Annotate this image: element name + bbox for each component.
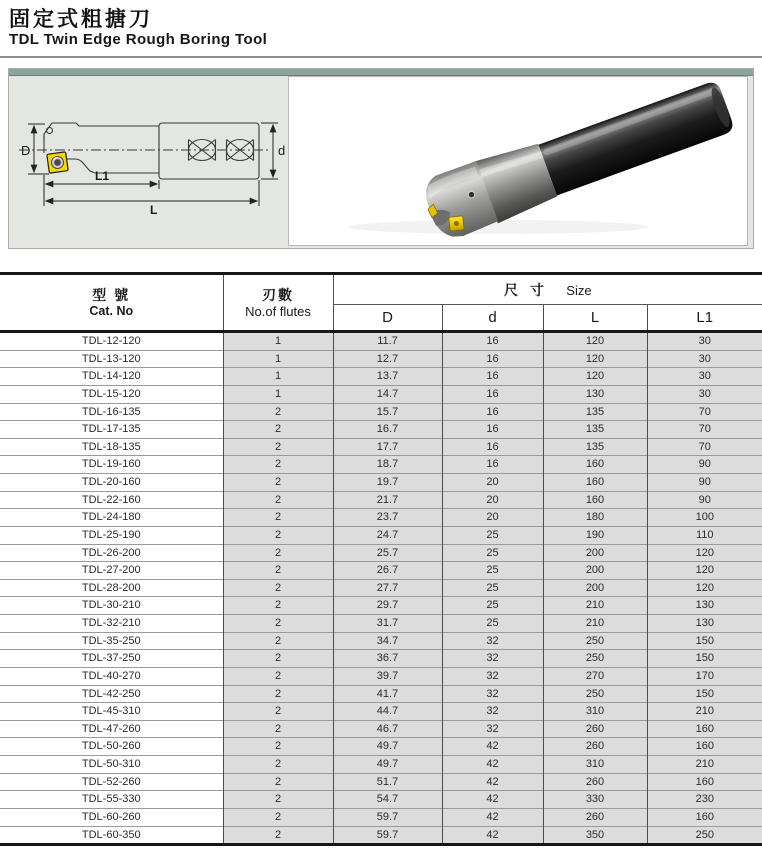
- spec-cell: 25: [442, 579, 543, 597]
- tool-dimension-diagram: [9, 76, 289, 248]
- header-cat-no: 型 號 Cat. No: [0, 274, 223, 332]
- spec-cell: 24.7: [333, 526, 442, 544]
- spec-cell: 2: [223, 491, 333, 509]
- spec-cell: 25: [442, 597, 543, 615]
- spec-cell: 200: [543, 562, 647, 580]
- page-subtitle: TDL Twin Edge Rough Boring Tool: [9, 31, 268, 48]
- table-row: [0, 456, 762, 474]
- spec-cell: 18.7: [333, 456, 442, 474]
- spec-cell: 30: [647, 385, 762, 403]
- table-row: [0, 421, 762, 439]
- spec-cell: 200: [543, 544, 647, 562]
- spec-cell: 25: [442, 615, 543, 633]
- spec-cell: 70: [647, 403, 762, 421]
- dim-label-D: D: [21, 143, 31, 158]
- spec-cell: 330: [543, 791, 647, 809]
- spec-cell: 2: [223, 632, 333, 650]
- spec-cell: 90: [647, 491, 762, 509]
- spec-cell: 1: [223, 332, 333, 351]
- spec-cell: 32: [442, 685, 543, 703]
- spec-cell: 16: [442, 368, 543, 386]
- spec-cell: 150: [647, 632, 762, 650]
- spec-cell: 210: [543, 615, 647, 633]
- table-row: [0, 350, 762, 368]
- spec-cell: 310: [543, 756, 647, 774]
- spec-cell: 54.7: [333, 791, 442, 809]
- spec-cell: 20: [442, 509, 543, 527]
- spec-cell: 2: [223, 597, 333, 615]
- table-row: [0, 474, 762, 492]
- table-row: [0, 491, 762, 509]
- table-row: [0, 632, 762, 650]
- spec-cell: 150: [647, 650, 762, 668]
- spec-cell: TDL-40-270: [0, 667, 223, 685]
- table-row: [0, 773, 762, 791]
- dim-label-L1: L1: [95, 169, 110, 183]
- table-row: [0, 756, 762, 774]
- spec-table-section: [0, 272, 762, 846]
- spec-cell: 160: [647, 720, 762, 738]
- spec-cell: 2: [223, 791, 333, 809]
- spec-cell: TDL-24-180: [0, 509, 223, 527]
- spec-cell: 135: [543, 421, 647, 439]
- spec-cell: TDL-22-160: [0, 491, 223, 509]
- table-row: [0, 509, 762, 527]
- table-row: [0, 579, 762, 597]
- spec-cell: TDL-16-135: [0, 403, 223, 421]
- spec-cell: TDL-30-210: [0, 597, 223, 615]
- spec-cell: 260: [543, 773, 647, 791]
- spec-cell: TDL-25-190: [0, 526, 223, 544]
- spec-cell: TDL-47-260: [0, 720, 223, 738]
- spec-cell: 135: [543, 438, 647, 456]
- spec-cell: 51.7: [333, 773, 442, 791]
- spec-cell: 36.7: [333, 650, 442, 668]
- spec-cell: 120: [647, 579, 762, 597]
- spec-cell: 20: [442, 474, 543, 492]
- spec-cell: 49.7: [333, 756, 442, 774]
- spec-cell: 42: [442, 756, 543, 774]
- spec-cell: 2: [223, 808, 333, 826]
- spec-cell: 260: [543, 808, 647, 826]
- spec-cell: 59.7: [333, 808, 442, 826]
- spec-cell: TDL-45-310: [0, 703, 223, 721]
- spec-cell: TDL-27-200: [0, 562, 223, 580]
- table-row: [0, 703, 762, 721]
- spec-cell: TDL-42-250: [0, 685, 223, 703]
- spec-cell: TDL-28-200: [0, 579, 223, 597]
- spec-cell: 230: [647, 791, 762, 809]
- spec-cell: 2: [223, 650, 333, 668]
- spec-cell: 30: [647, 368, 762, 386]
- spec-cell: 2: [223, 615, 333, 633]
- table-row: [0, 738, 762, 756]
- spec-cell: 21.7: [333, 491, 442, 509]
- spec-cell: 25.7: [333, 544, 442, 562]
- spec-cell: 16.7: [333, 421, 442, 439]
- insert-photo: [449, 216, 464, 231]
- spec-cell: 13.7: [333, 368, 442, 386]
- dim-label-d: d: [278, 143, 286, 158]
- spec-cell: 1: [223, 368, 333, 386]
- spec-cell: 1: [223, 350, 333, 368]
- spec-cell: TDL-26-200: [0, 544, 223, 562]
- spec-cell: 2: [223, 756, 333, 774]
- spec-cell: TDL-50-260: [0, 738, 223, 756]
- spec-cell: 2: [223, 579, 333, 597]
- spec-cell: 32: [442, 650, 543, 668]
- spec-cell: 41.7: [333, 685, 442, 703]
- spec-cell: 32: [442, 667, 543, 685]
- spec-cell: 34.7: [333, 632, 442, 650]
- title-divider: [0, 56, 762, 58]
- spec-cell: 210: [543, 597, 647, 615]
- table-row: [0, 650, 762, 668]
- spec-cell: 27.7: [333, 579, 442, 597]
- spec-cell: 14.7: [333, 385, 442, 403]
- spec-cell: 2: [223, 685, 333, 703]
- spec-cell: TDL-17-135: [0, 421, 223, 439]
- spec-cell: TDL-32-210: [0, 615, 223, 633]
- spec-cell: 2: [223, 773, 333, 791]
- spec-cell: 20: [442, 491, 543, 509]
- spec-cell: 29.7: [333, 597, 442, 615]
- head-hole: [47, 128, 53, 134]
- spec-cell: 11.7: [333, 332, 442, 351]
- spec-cell: 135: [543, 403, 647, 421]
- spec-cell: TDL-12-120: [0, 332, 223, 351]
- spec-cell: 25: [442, 562, 543, 580]
- spec-cell: TDL-37-250: [0, 650, 223, 668]
- table-row: [0, 403, 762, 421]
- spec-cell: 2: [223, 474, 333, 492]
- spec-cell: 110: [647, 526, 762, 544]
- table-row: [0, 808, 762, 826]
- spec-cell: 2: [223, 456, 333, 474]
- spec-table: [0, 272, 762, 846]
- spec-cell: 180: [543, 509, 647, 527]
- spec-cell: 23.7: [333, 509, 442, 527]
- spec-cell: 100: [647, 509, 762, 527]
- spec-cell: 70: [647, 421, 762, 439]
- spec-cell: 32: [442, 720, 543, 738]
- spec-cell: 260: [543, 720, 647, 738]
- table-row: [0, 720, 762, 738]
- spec-cell: 32: [442, 632, 543, 650]
- spec-cell: 17.7: [333, 438, 442, 456]
- spec-cell: TDL-14-120: [0, 368, 223, 386]
- spec-cell: TDL-13-120: [0, 350, 223, 368]
- spec-cell: TDL-18-135: [0, 438, 223, 456]
- spec-cell: 70: [647, 438, 762, 456]
- spec-cell: 90: [647, 456, 762, 474]
- spec-cell: TDL-60-350: [0, 826, 223, 845]
- spec-cell: 260: [543, 738, 647, 756]
- spec-cell: 12.7: [333, 350, 442, 368]
- spec-cell: 16: [442, 403, 543, 421]
- spec-cell: 270: [543, 667, 647, 685]
- spec-cell: 2: [223, 703, 333, 721]
- spec-cell: 59.7: [333, 826, 442, 845]
- spec-cell: 250: [647, 826, 762, 845]
- table-row: [0, 385, 762, 403]
- spec-cell: 210: [647, 756, 762, 774]
- insert-symbol: [47, 152, 68, 173]
- spec-cell: 160: [543, 474, 647, 492]
- table-row: [0, 562, 762, 580]
- spec-cell: 16: [442, 456, 543, 474]
- spec-cell: 130: [647, 597, 762, 615]
- spec-cell: 16: [442, 438, 543, 456]
- spec-cell: 25: [442, 544, 543, 562]
- spec-cell: 42: [442, 791, 543, 809]
- spec-cell: 16: [442, 385, 543, 403]
- spec-cell: 2: [223, 509, 333, 527]
- spec-cell: 2: [223, 738, 333, 756]
- spec-table-body: [0, 332, 762, 845]
- set-screw-symbol: [189, 140, 216, 161]
- spec-cell: 1: [223, 385, 333, 403]
- header-flutes: 刃數 No.of flutes: [223, 274, 333, 332]
- spec-cell: 42: [442, 773, 543, 791]
- spec-cell: 46.7: [333, 720, 442, 738]
- table-row: [0, 438, 762, 456]
- spec-cell: 350: [543, 826, 647, 845]
- spec-cell: 44.7: [333, 703, 442, 721]
- spec-cell: 25: [442, 526, 543, 544]
- page-title: 固定式粗搪刀: [9, 8, 153, 31]
- spec-cell: 2: [223, 526, 333, 544]
- spec-cell: 120: [647, 562, 762, 580]
- header-col-L: L: [543, 305, 647, 332]
- spec-cell: 130: [647, 615, 762, 633]
- spec-cell: TDL-15-120: [0, 385, 223, 403]
- spec-cell: 250: [543, 650, 647, 668]
- spec-cell: 190: [543, 526, 647, 544]
- spec-cell: 2: [223, 421, 333, 439]
- spec-cell: 120: [543, 350, 647, 368]
- spec-cell: 120: [543, 332, 647, 351]
- spec-cell: 120: [543, 368, 647, 386]
- table-row: [0, 544, 762, 562]
- panel-accent-bar: [9, 69, 753, 76]
- spec-cell: 170: [647, 667, 762, 685]
- spec-cell: 16: [442, 350, 543, 368]
- spec-cell: 15.7: [333, 403, 442, 421]
- spec-cell: 210: [647, 703, 762, 721]
- table-row: [0, 667, 762, 685]
- table-row: [0, 368, 762, 386]
- spec-cell: TDL-50-310: [0, 756, 223, 774]
- dim-label-L: L: [150, 203, 158, 217]
- spec-cell: 2: [223, 720, 333, 738]
- product-panel: [8, 68, 754, 249]
- spec-cell: TDL-20-160: [0, 474, 223, 492]
- spec-cell: 39.7: [333, 667, 442, 685]
- spec-cell: 26.7: [333, 562, 442, 580]
- product-photo: [289, 77, 747, 245]
- shank-outline: [159, 123, 259, 179]
- spec-cell: TDL-60-260: [0, 808, 223, 826]
- spec-cell: 42: [442, 808, 543, 826]
- table-row: [0, 597, 762, 615]
- spec-cell: TDL-55-330: [0, 791, 223, 809]
- table-row: [0, 791, 762, 809]
- table-row: [0, 615, 762, 633]
- spec-cell: 30: [647, 350, 762, 368]
- spec-cell: TDL-19-160: [0, 456, 223, 474]
- header-size-group: 尺 寸 Size: [333, 274, 762, 305]
- spec-cell: 42: [442, 738, 543, 756]
- spec-cell: 310: [543, 703, 647, 721]
- spec-cell: 90: [647, 474, 762, 492]
- spec-cell: 31.7: [333, 615, 442, 633]
- spec-cell: 250: [543, 685, 647, 703]
- spec-cell: 2: [223, 544, 333, 562]
- header-col-L1: L1: [647, 305, 762, 332]
- spec-cell: 42: [442, 826, 543, 845]
- spec-cell: 2: [223, 826, 333, 845]
- spec-cell: 120: [647, 544, 762, 562]
- spec-cell: 2: [223, 667, 333, 685]
- table-row: [0, 685, 762, 703]
- spec-cell: TDL-35-250: [0, 632, 223, 650]
- header-col-d: d: [442, 305, 543, 332]
- spec-cell: 49.7: [333, 738, 442, 756]
- product-photo-frame: [288, 76, 748, 246]
- spec-cell: 2: [223, 562, 333, 580]
- spec-cell: 2: [223, 438, 333, 456]
- table-row: [0, 332, 762, 351]
- spec-cell: 19.7: [333, 474, 442, 492]
- spec-cell: 160: [647, 773, 762, 791]
- spec-cell: 30: [647, 332, 762, 351]
- spec-cell: 160: [647, 738, 762, 756]
- spec-cell: 160: [543, 491, 647, 509]
- spec-cell: 16: [442, 421, 543, 439]
- spec-cell: 250: [543, 632, 647, 650]
- table-row: [0, 826, 762, 845]
- spec-cell: 32: [442, 703, 543, 721]
- header-col-D: D: [333, 305, 442, 332]
- table-row: [0, 526, 762, 544]
- spec-cell: 2: [223, 403, 333, 421]
- spec-cell: 16: [442, 332, 543, 351]
- spec-cell: 200: [543, 579, 647, 597]
- spec-cell: 160: [543, 456, 647, 474]
- spec-cell: 160: [647, 808, 762, 826]
- spec-cell: TDL-52-260: [0, 773, 223, 791]
- spec-cell: 130: [543, 385, 647, 403]
- spec-cell: 150: [647, 685, 762, 703]
